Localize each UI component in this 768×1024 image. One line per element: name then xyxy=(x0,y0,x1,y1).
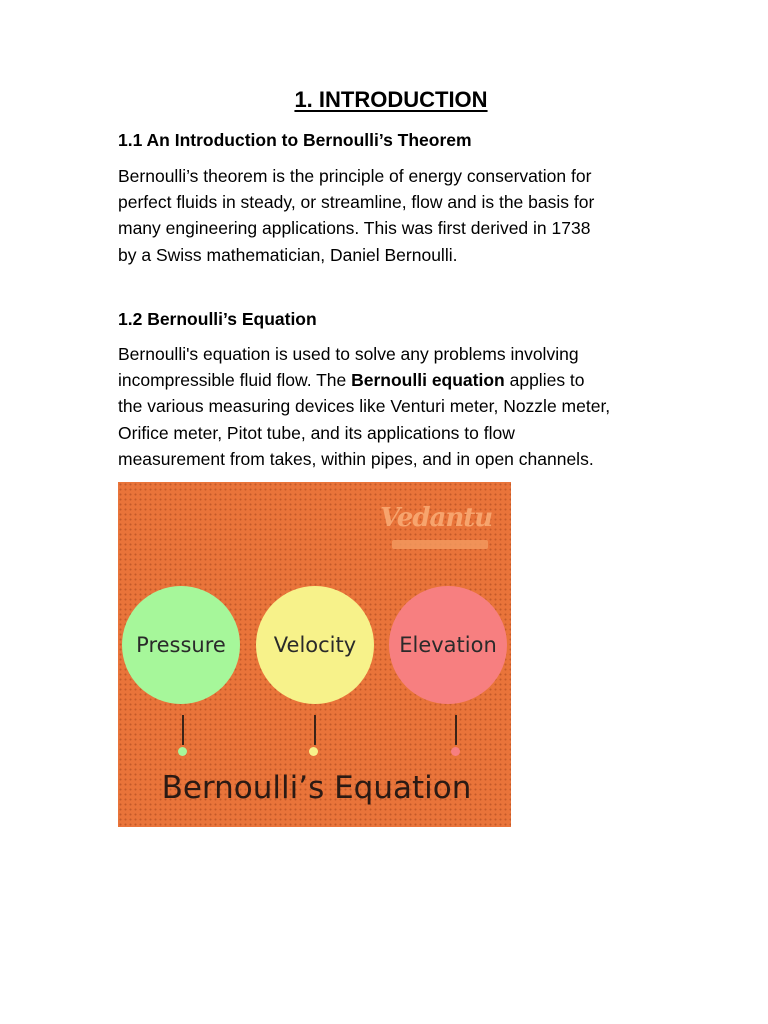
circle-label: Pressure xyxy=(136,633,226,657)
bold-term: Bernoulli equation xyxy=(351,370,505,391)
circle-label: Elevation xyxy=(399,633,497,657)
text-run: incompressible fluid flow. The xyxy=(118,370,352,391)
paragraph-line: Orifice meter, Pitot tube, and its applications to flow xyxy=(118,422,515,443)
bernoulli-figure xyxy=(118,482,511,827)
section-1-paragraph xyxy=(118,163,658,268)
velocity-circle xyxy=(256,586,374,704)
text-run: applies to xyxy=(504,370,585,391)
elevation-connector-line xyxy=(455,715,457,745)
paragraph-line: many engineering applications. This was first derived in 1738 xyxy=(118,218,591,239)
pressure-dot xyxy=(178,747,187,756)
elevation-dot xyxy=(451,747,460,756)
section-1-title: 1.1 An Introduction to Bernoulli’s Theorem xyxy=(118,130,472,150)
circle-label: Velocity xyxy=(273,633,357,657)
vedantu-logo xyxy=(380,504,492,554)
logo-wordmark: Vedantu xyxy=(380,503,493,533)
pressure-circle xyxy=(122,586,240,704)
section-2-paragraph xyxy=(118,341,658,472)
paragraph-line xyxy=(118,367,658,393)
pressure-connector-line xyxy=(182,715,184,745)
figure-caption: Bernoulli’s Equation xyxy=(161,770,472,806)
velocity-connector-line xyxy=(314,715,316,745)
section-2-title: 1.2 Bernoulli’s Equation xyxy=(118,309,317,329)
paragraph-line: measurement from takes, within pipes, and in open channels. xyxy=(118,448,594,469)
velocity-dot xyxy=(309,747,318,756)
elevation-circle xyxy=(389,586,507,704)
paragraph-line: the various measuring devices like Venturi meter, Nozzle meter, xyxy=(118,396,611,417)
logo-tagline-bar xyxy=(392,540,488,549)
paragraph-line: perfect fluids in steady, or streamline, flow and is the basis for xyxy=(118,192,595,213)
paragraph-line: Bernoulli's equation is used to solve any problems involving xyxy=(118,344,579,364)
paragraph-line: by a Swiss mathematician, Daniel Bernoulli. xyxy=(118,244,458,265)
page-title: 1. INTRODUCTION xyxy=(294,87,488,112)
paragraph-line: Bernoulli’s theorem is the principle of energy conservation for xyxy=(118,166,592,186)
